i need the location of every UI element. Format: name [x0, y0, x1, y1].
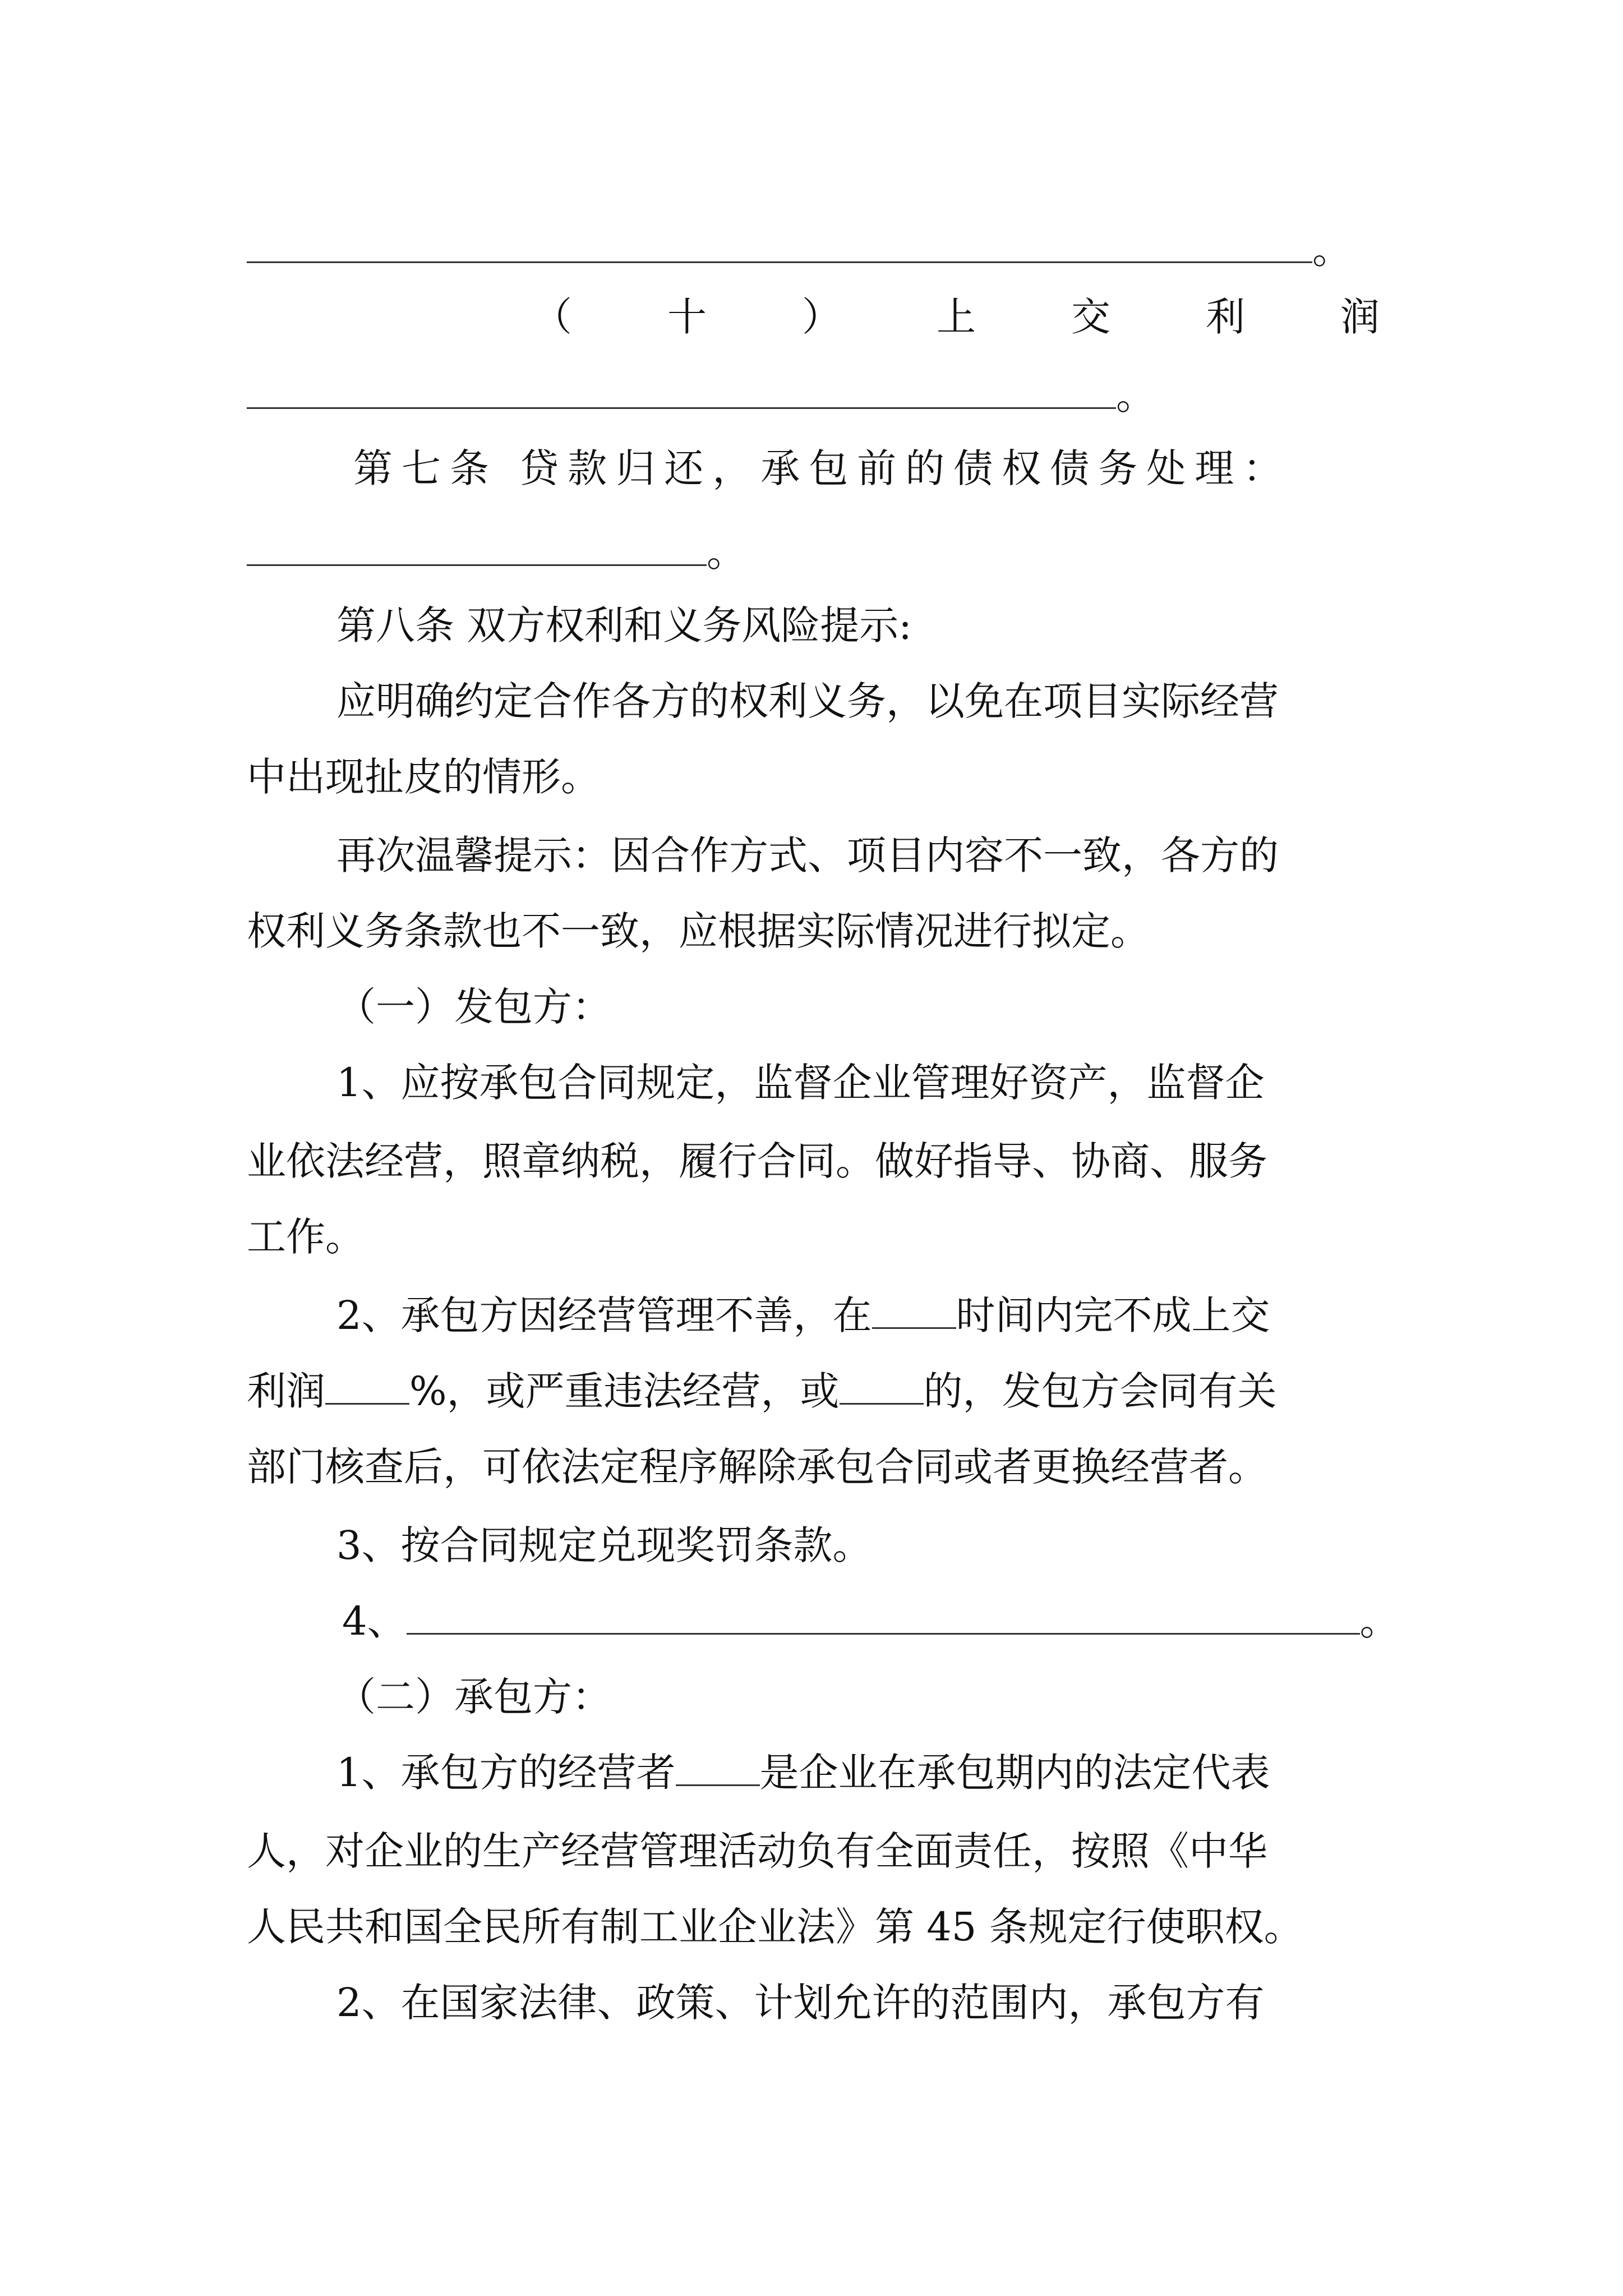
section-heading-employer: （一）发包方：	[336, 984, 611, 1030]
paragraph-line: 3、按合同规定兑现奖罚条款。	[336, 1522, 872, 1568]
paragraph-line: 业依法经营，照章纳税，履行合同。做好指导、协商、服务	[247, 1138, 1267, 1184]
article-seven: 第七条 贷款归还，承包前的债权债务处理：	[353, 445, 1292, 491]
item-ten-heading: （ 十 ） 上 交 利 润	[533, 294, 1380, 340]
line-debt-blank: 。	[247, 533, 746, 572]
paragraph-line: 部门核查后，可依法定程序解除承包合同或者更换经营者。	[247, 1444, 1267, 1490]
paragraph-line: 1、应按承包合同规定，监督企业管理好资产，监督企	[336, 1060, 1265, 1106]
line-profit-blank: 。	[247, 376, 1155, 415]
paragraph-line: 人民共和国全民所有制工业企业法》第 45 条规定行使职权。	[247, 1904, 1303, 1950]
blank-line[interactable]	[840, 1402, 924, 1405]
blank-line[interactable]	[325, 1402, 409, 1405]
paragraph-line: 权利义务条款也不一致，应根据实际情况进行拟定。	[247, 908, 1150, 954]
paragraph-line: 2、在国家法律、政策、计划允许的范围内，承包方有	[336, 1980, 1265, 2026]
article-eight: 第八条 双方权利和义务风险提示:	[336, 602, 912, 648]
blank-line[interactable]	[247, 261, 1312, 263]
blank-line[interactable]	[247, 407, 1116, 409]
blank-line[interactable]	[872, 1327, 956, 1329]
paragraph-line: 人，对企业的生产经营管理活动负有全面责任，按照《中华	[247, 1828, 1267, 1874]
paragraph-line: 4、 。	[342, 1598, 1399, 1644]
blank-line[interactable]	[247, 564, 707, 566]
paragraph-line: 1、承包方的经营者 是企业在承包期内的法定代表	[336, 1750, 1270, 1796]
paragraph-line: 2、承包方因经营管理不善，在 时间内完不成上交	[336, 1292, 1270, 1338]
line-blank-end: 。	[247, 230, 1352, 269]
paragraph-line: 中出现扯皮的情形。	[247, 754, 600, 800]
paragraph-line: 工作。	[247, 1214, 365, 1260]
blank-line[interactable]	[407, 1632, 1360, 1635]
paragraph-line: 利润 %，或严重违法经营，或 的，发包方会同有关	[247, 1368, 1277, 1414]
paragraph-line: 应明确约定合作各方的权利义务，以免在项目实际经营	[336, 678, 1279, 724]
section-heading-contractor: （二）承包方：	[336, 1674, 611, 1720]
blank-line[interactable]	[676, 1784, 760, 1786]
paragraph-line: 再次温馨提示：因合作方式、项目内容不一致，各方的	[336, 832, 1279, 878]
